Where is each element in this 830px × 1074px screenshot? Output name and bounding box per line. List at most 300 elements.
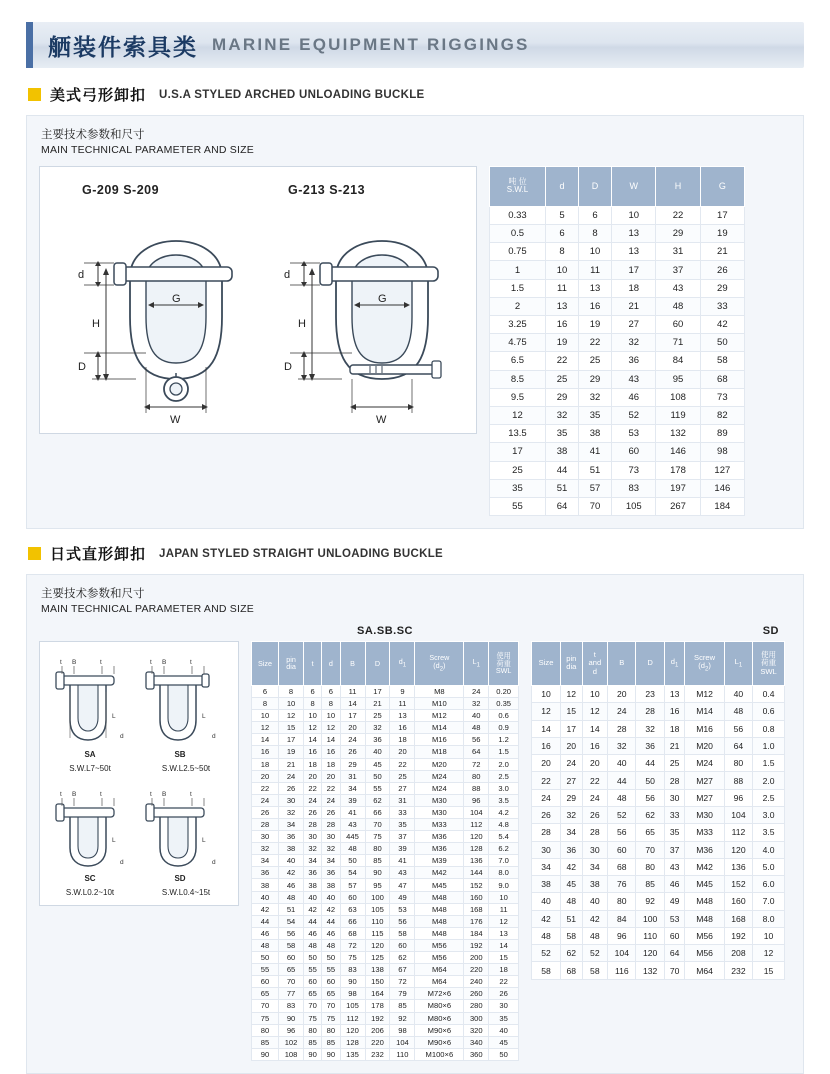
table-cell: 104 [390,1036,415,1048]
table-cell: 8.5 [490,370,546,388]
table-row [490,352,745,370]
table-cell: 49 [390,891,415,903]
table-cell: 24 [561,755,582,772]
table-cell: 68 [340,927,365,939]
table-cell: 77 [279,988,304,1000]
table-cell: 4.0 [753,841,785,858]
table-cell: M56 [415,952,464,964]
table-cell: 33 [664,806,685,823]
table-cell: 19 [579,316,612,334]
t2-col-L1: $L_1$ [464,641,489,685]
table-cell: M30 [415,806,464,818]
table-cell: 34 [340,782,365,794]
table-cell: 14 [582,720,608,737]
table-cell: 8 [545,243,578,261]
table-cell: 50 [304,952,322,964]
table-cell: 12 [561,685,582,702]
table-cell: 52 [612,406,656,424]
table-cell: 43 [664,858,685,875]
table-cell: 220 [365,1036,390,1048]
table-cell: 12 [279,710,304,722]
table-cell: 112 [464,819,489,831]
fig2-type-sb: SB [174,749,186,759]
table-cell: 79 [390,988,415,1000]
table-cell: 24 [582,789,608,806]
table-cell: 85 [390,1000,415,1012]
table-cell: 29 [561,789,582,806]
table-cell: 48 [464,722,489,734]
table-cell: M12 [415,710,464,722]
table-cell: 1.5 [490,279,546,297]
table-cell: 14 [489,939,519,951]
table-cell: 220 [464,964,489,976]
table-cell: 75 [304,1012,322,1024]
table-cell: M80×6 [415,1000,464,1012]
table1-col-D: D [579,166,612,206]
table-cell: 30 [304,831,322,843]
table-cell: 17 [279,734,304,746]
svg-text:d: d [212,732,216,740]
table1-col-d: d [545,166,578,206]
table-cell: 48 [608,789,636,806]
table-cell: 17 [340,710,365,722]
fig2-type-sd: SD [174,873,186,883]
table-cell: 70 [365,819,390,831]
table-cell: 24 [252,794,279,806]
table-cell: 300 [464,1012,489,1024]
table-cell: M42 [415,867,464,879]
table-cell: 17 [490,443,546,461]
table-cell: 0.6 [489,710,519,722]
table-cell: 25 [390,770,415,782]
table-row [490,261,745,279]
section-2-panel [26,574,804,1074]
table-cell: 13 [390,710,415,722]
table-cell: 70 [252,1000,279,1012]
table-cell: M48 [415,927,464,939]
table-cell: 104 [608,945,636,962]
jp-shackle-diagrams [40,642,238,905]
table-cell: 26 [489,988,519,1000]
table-row [490,425,745,443]
table-cell: 55 [252,964,279,976]
table-cell: M27 [685,772,724,789]
table-cell: 62 [636,806,664,823]
table-cell: 15 [561,703,582,720]
table-cell: 32 [579,388,612,406]
table-cell: 40 [724,685,752,702]
table-cell: 56 [608,824,636,841]
table-cell: 98 [340,988,365,1000]
table-cell: 144 [464,867,489,879]
table-cell: 70 [279,976,304,988]
t3-col-B: B [608,641,636,685]
table-cell: 41 [340,806,365,818]
table-cell: 320 [464,1024,489,1036]
table-cell: 50 [340,855,365,867]
table-cell: 178 [365,1000,390,1012]
table3-caption: SD [762,624,779,637]
table-cell: 56 [390,915,415,927]
table-cell: 95 [656,370,700,388]
table-row [252,685,519,697]
table-cell: 5.0 [753,858,785,875]
table-cell: 2.5 [753,789,785,806]
table-cell: 120 [464,831,489,843]
table-cell: 3.25 [490,316,546,334]
table-cell: 50 [252,952,279,964]
table-row [490,243,745,261]
table-cell: 80 [636,858,664,875]
table-cell: M72×6 [415,988,464,1000]
table-cell: 116 [608,962,636,979]
table-cell: 22 [579,334,612,352]
table-cell: 112 [340,1012,365,1024]
table-cell: 53 [664,910,685,927]
table-row [252,698,519,710]
table-cell: 60 [304,976,322,988]
table-cell: 22 [545,352,578,370]
table-cell: 108 [656,388,700,406]
table-cell: 39 [340,794,365,806]
t3-col-t-and-d: t and d [582,641,608,685]
table-cell: 58 [561,927,582,944]
table-cell: 30 [532,841,561,858]
table-row [532,720,785,737]
table-cell: 40 [464,710,489,722]
table-cell: 50 [636,772,664,789]
table-cell: 33 [700,297,744,315]
table-cell: 25 [365,710,390,722]
table-cell: 52 [532,945,561,962]
table-cell: 28 [636,703,664,720]
table-cell: 90 [340,976,365,988]
table-cell: 50 [700,334,744,352]
table-cell: 46 [252,927,279,939]
table-cell: 6.0 [753,876,785,893]
table-row [252,988,519,1000]
table-cell: 35 [545,425,578,443]
table-cell: 40 [608,755,636,772]
table-cell: 48 [582,927,608,944]
table-cell: 96 [279,1024,304,1036]
table-cell: 22 [532,772,561,789]
table-cell: 75 [322,1012,340,1024]
table-cell: 85 [365,855,390,867]
table-cell: 18 [489,964,519,976]
table-cell: M90×6 [415,1024,464,1036]
table-cell: 28 [322,819,340,831]
table-cell: 96 [608,927,636,944]
svg-text:d: d [120,858,124,866]
table-cell: 83 [612,479,656,497]
table-cell: 48 [279,891,304,903]
table-row [490,225,745,243]
table-cell: M10 [415,698,464,710]
table-cell: M100×6 [415,1048,464,1060]
table-cell: 62 [365,794,390,806]
table-cell: 46 [279,879,304,891]
shackle-diagrams [40,167,478,435]
table-cell: 164 [365,988,390,1000]
table-cell: 11 [340,685,365,697]
table-cell: 13 [612,225,656,243]
table-cell: 44 [304,915,322,927]
svg-text:L: L [112,712,116,720]
table-cell: 83 [279,1000,304,1012]
table-cell: 62 [390,952,415,964]
table-cell: 60 [322,976,340,988]
svg-text:G: G [378,292,387,305]
table-cell: 19 [279,746,304,758]
table-cell: 34 [279,819,304,831]
table-cell: 31 [656,243,700,261]
table-cell: 38 [322,879,340,891]
table-cell: 152 [724,876,752,893]
svg-text:L: L [112,836,116,844]
table-cell: 178 [656,461,700,479]
table-row [252,758,519,770]
table-cell: 73 [700,388,744,406]
table-cell: 0.4 [753,685,785,702]
section-2-heading [28,543,804,564]
section-2-title-en: JAPAN STYLED STRAIGHT UNLOADING BUCKLE [159,547,444,560]
table-cell: M36 [685,841,724,858]
table-cell: 16 [664,703,685,720]
table-cell: 29 [656,225,700,243]
table-cell: M64 [415,964,464,976]
table-row [490,316,745,334]
table-row [490,443,745,461]
table-cell: 14 [304,734,322,746]
table-row [490,279,745,297]
table-cell: 20 [252,770,279,782]
table-row [252,806,519,818]
table-cell: 53 [612,425,656,443]
table-cell: 152 [464,879,489,891]
svg-text:L: L [202,836,206,844]
table-cell: 36 [322,867,340,879]
table-cell: 30 [322,831,340,843]
table-cell: 65 [322,988,340,1000]
table-row [252,1036,519,1048]
table-cell: 45 [365,758,390,770]
table-cell: 11 [390,698,415,710]
section-1-panel-title-en: MAIN TECHNICAL PARAMETER AND SIZE [41,143,254,156]
svg-text:t: t [150,658,152,666]
table-cell: 38 [532,876,561,893]
table-cell: 14 [252,734,279,746]
table-cell: M18 [415,746,464,758]
table-cell: 24 [532,789,561,806]
table-cell: 4.8 [489,819,519,831]
table-cell: 14 [340,698,365,710]
table-cell: 26 [700,261,744,279]
table-cell: 38 [582,876,608,893]
table-cell: 56 [724,720,752,737]
table-cell: 18 [390,734,415,746]
svg-text:t: t [150,790,152,798]
svg-text:W: W [170,413,181,426]
table-row [252,770,519,782]
table-cell: M14 [415,722,464,734]
svg-text:G: G [172,292,181,305]
table-cell: 64 [724,737,752,754]
table-cell: 40 [279,855,304,867]
table-row [252,964,519,976]
table-cell: 88 [464,782,489,794]
table-cell: 200 [464,952,489,964]
table-cell: 0.35 [489,698,519,710]
table-cell: 40 [489,1024,519,1036]
table-cell: 92 [636,893,664,910]
table-cell: 19 [700,225,744,243]
table-cell: 18 [322,758,340,770]
table-cell: 51 [545,479,578,497]
table-row [252,927,519,939]
svg-text:t: t [190,658,192,666]
table-cell: 42 [582,910,608,927]
table-cell: 136 [464,855,489,867]
t3-col-size: Size [532,641,561,685]
table-cell: 24 [322,794,340,806]
table-cell: 115 [365,927,390,939]
table-cell: 38 [545,443,578,461]
table-cell: 20 [561,737,582,754]
table-cell: 32 [561,806,582,823]
table-cell: M39 [415,855,464,867]
table-row [490,388,745,406]
table-cell: 21 [700,243,744,261]
table-cell: M48 [685,893,724,910]
fig2-type-sa: SA [84,749,96,759]
table-cell: 35 [490,479,546,497]
table-cell: 50 [365,770,390,782]
table-cell: 120 [365,939,390,951]
table-cell: 70 [304,1000,322,1012]
table-cell: 22 [252,782,279,794]
table-cell: 38 [252,879,279,891]
table-cell: 1 [490,261,546,279]
svg-text:d: d [212,858,216,866]
table-cell: M64 [685,962,724,979]
table-cell: 36 [561,841,582,858]
table-header-row [532,641,785,685]
table-cell: 10 [279,698,304,710]
table-cell: 120 [724,841,752,858]
table-cell: 62 [561,945,582,962]
table-cell: 75 [365,831,390,843]
table-cell: 18 [612,279,656,297]
table-row [490,497,745,515]
table-row [252,734,519,746]
table-cell: 0.75 [490,243,546,261]
table-cell: 40 [252,891,279,903]
table-cell: 22 [582,772,608,789]
table1-col-H: H [656,166,700,206]
table-cell: 34 [532,858,561,875]
table-cell: 72 [464,758,489,770]
table-cell: 20 [608,685,636,702]
table-cell: 39 [390,843,415,855]
table-cell: 90 [279,1012,304,1024]
table-cell: 0.5 [490,225,546,243]
table-cell: M48 [415,903,464,915]
table-cell: 4.75 [490,334,546,352]
table-cell: 28 [608,720,636,737]
svg-text:d: d [120,732,124,740]
table-cell: 60 [252,976,279,988]
table-cell: 18 [664,720,685,737]
table-row [532,703,785,720]
table-cell: M24 [415,770,464,782]
table-cell: 10 [532,685,561,702]
table-cell: 71 [656,334,700,352]
table-cell: 25 [490,461,546,479]
section-1-title-en: U.S.A STYLED ARCHED UNLOADING BUCKLE [159,88,425,101]
t2-col-pin-dia: pin dia [279,641,304,685]
table-cell: 64 [545,497,578,515]
table-cell: 57 [579,479,612,497]
table-cell: M12 [685,685,724,702]
table-cell: 27 [390,782,415,794]
table1-col-G: G [700,166,744,206]
table-cell: 10 [753,927,785,944]
table-cell: 48 [561,893,582,910]
table-cell: 15 [489,952,519,964]
table-cell: 26 [340,746,365,758]
section-2-figure [39,641,239,906]
table-cell: 36 [279,831,304,843]
table-cell: 6 [579,206,612,224]
table-cell: 35 [579,406,612,424]
table-cell: 80 [322,1024,340,1036]
section-2-panel-title-cn: 主要技术参数和尺寸 [41,586,145,601]
svg-text:t: t [100,658,102,666]
table-row [532,806,785,823]
table-cell: 22 [322,782,340,794]
table-cell: 42 [304,903,322,915]
table-cell: 12 [252,722,279,734]
table-row [490,334,745,352]
table-cell: 20 [304,770,322,782]
t2-col-d: d [322,641,340,685]
table-cell: 64 [464,746,489,758]
table-cell: 16 [252,746,279,758]
table-cell: 12 [304,722,322,734]
table-cell: 32 [464,698,489,710]
table-cell: 73 [612,461,656,479]
table-row [252,722,519,734]
table-cell: 19 [545,334,578,352]
table-cell: M24 [415,782,464,794]
table-cell: 24 [279,770,304,782]
section-2-spec-table-sasbsc [251,641,519,1061]
table-cell: 184 [464,927,489,939]
table-cell: 23 [636,685,664,702]
table-cell: 90 [322,1048,340,1060]
table-cell: 132 [656,425,700,443]
table-cell: 32 [252,843,279,855]
table-cell: 110 [390,1048,415,1060]
banner-title-cn: 舾装件索具类 [48,34,198,61]
table-cell: 18 [304,758,322,770]
table-cell: 6.5 [490,352,546,370]
table-cell: 84 [656,352,700,370]
table-row [532,876,785,893]
table-cell: 25 [579,352,612,370]
table-cell: 60 [612,443,656,461]
